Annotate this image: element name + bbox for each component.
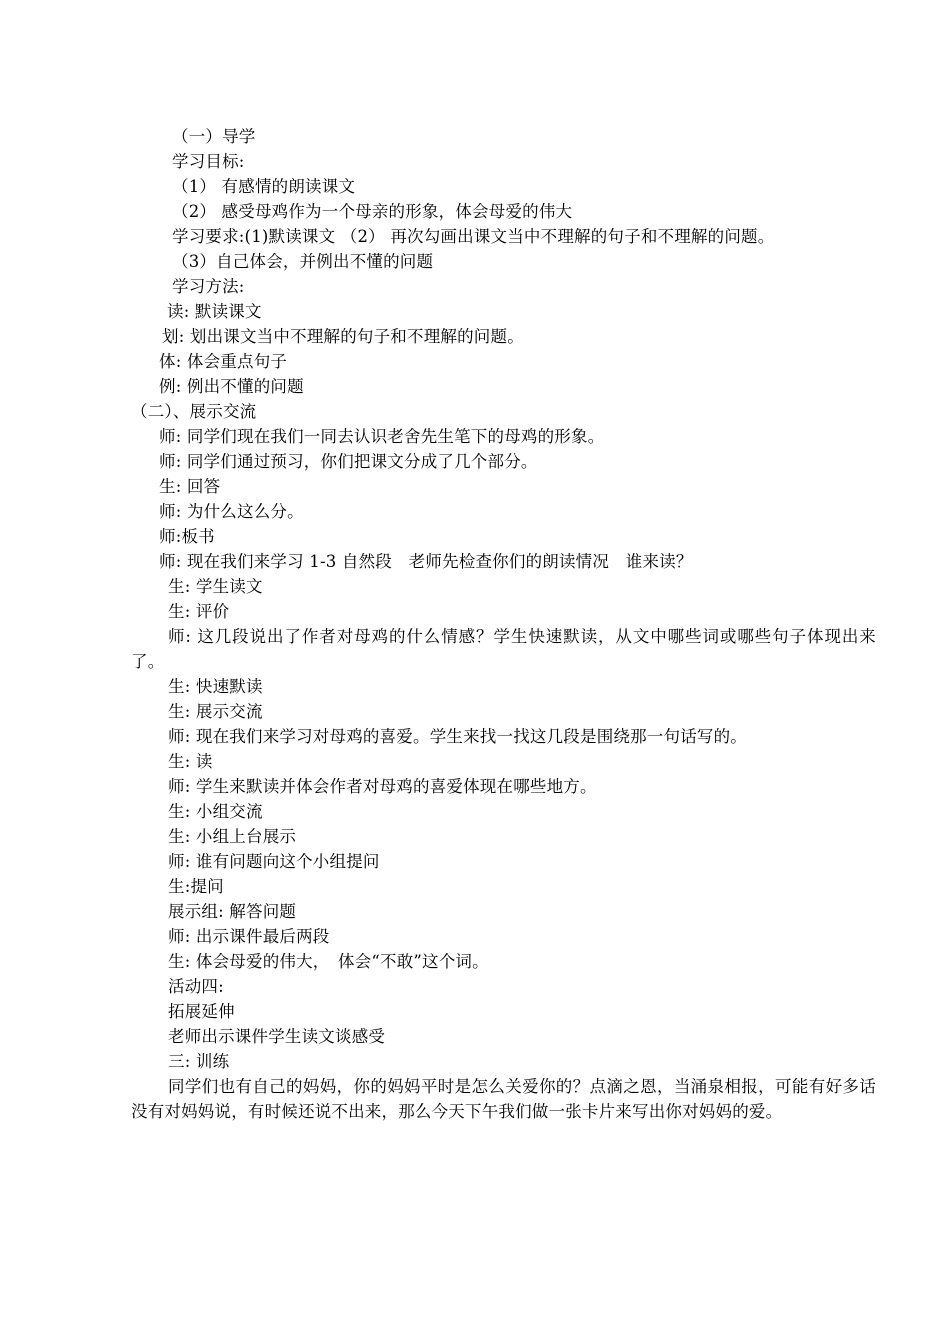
dialogue-line: 师: 现在我们来学习 1-3 自然段 老师先检查你们的朗读情况 谁来读？ xyxy=(159,552,693,571)
dialogue-line: 生:提问 xyxy=(168,877,224,896)
dialogue-paragraph: 师: 这几段说出了作者对母鸡的什么情感？学生快速默读，从文中哪些词或哪些句子体现出来了。 xyxy=(131,627,876,671)
dialogue-line: 师: 同学们现在我们一同去认识老舍先生笔下的母鸡的形象。 xyxy=(159,427,605,446)
dialogue-line: 师: 同学们通过预习，你们把课文分成了几个部分。 xyxy=(159,452,538,471)
section-heading-training: 三: 训练 xyxy=(168,1052,230,1071)
training-paragraph: 同学们也有自己的妈妈，你的妈妈平时是怎么关爱你的？点滴之恩，当涌泉相报，可能有好多话没有对妈妈说，有时候还说不出来，那么今天下午我们做一张卡片来写出你对妈妈的爱。 xyxy=(131,1077,876,1121)
section-heading-display-exchange: （二）、展示交流 xyxy=(131,402,257,421)
dialogue-line: 生: 回答 xyxy=(159,477,221,496)
method-list: 例: 例出不懂的问题 xyxy=(159,377,304,396)
requirement-3: （3）自己体会，并例出不懂的问题 xyxy=(172,252,434,271)
extension-label: 拓展延伸 xyxy=(168,1002,235,1021)
dialogue-line: 生: 评价 xyxy=(168,602,230,621)
method-experience: 体: 体会重点句子 xyxy=(159,352,288,371)
learning-requirements: 学习要求:(1)默读课文 （2） 再次勾画出课文当中不理解的句子和不理解的问题。 xyxy=(172,227,775,246)
dialogue-line: 师:板书 xyxy=(159,527,215,546)
dialogue-line: 生: 快速默读 xyxy=(168,677,263,696)
dialogue-line: 展示组: 解答问题 xyxy=(168,902,297,921)
dialogue-line: 生: 小组上台展示 xyxy=(168,827,297,846)
method-read: 读: 默读课文 xyxy=(167,302,262,321)
objective-2: （2） 感受母鸡作为一个母亲的形象，体会母爱的伟大 xyxy=(172,202,573,221)
dialogue-line: 师: 出示课件最后两段 xyxy=(168,927,330,946)
section-heading-guided-study: （一）导学 xyxy=(172,127,256,146)
method-mark: 划: 划出课文当中不理解的句子和不理解的问题。 xyxy=(162,327,524,346)
learning-methods-label: 学习方法: xyxy=(172,277,245,296)
learning-objectives-label: 学习目标: xyxy=(172,152,245,171)
dialogue-line: 师: 学生来默读并体会作者对母鸡的喜爱体现在哪些地方。 xyxy=(168,777,597,796)
dialogue-line: 生: 体会母爱的伟大， 体会“不敢”这个词。 xyxy=(168,952,489,971)
objective-1: （1） 有感情的朗读课文 xyxy=(172,177,356,196)
dialogue-line: 师: 现在我们来学习对母鸡的喜爱。学生来找一找这几段是围绕那一句话写的。 xyxy=(168,727,748,746)
activity-four-label: 活动四: xyxy=(168,977,224,996)
dialogue-line: 师: 谁有问题向这个小组提问 xyxy=(168,852,380,871)
dialogue-line: 生: 读 xyxy=(168,752,213,771)
dialogue-line: 生: 学生读文 xyxy=(168,577,263,596)
dialogue-line: 生: 展示交流 xyxy=(168,702,263,721)
dialogue-line: 生: 小组交流 xyxy=(168,802,263,821)
dialogue-line: 师: 为什么这么分。 xyxy=(159,502,304,521)
extension-text: 老师出示课件学生读文谈感受 xyxy=(168,1027,386,1046)
